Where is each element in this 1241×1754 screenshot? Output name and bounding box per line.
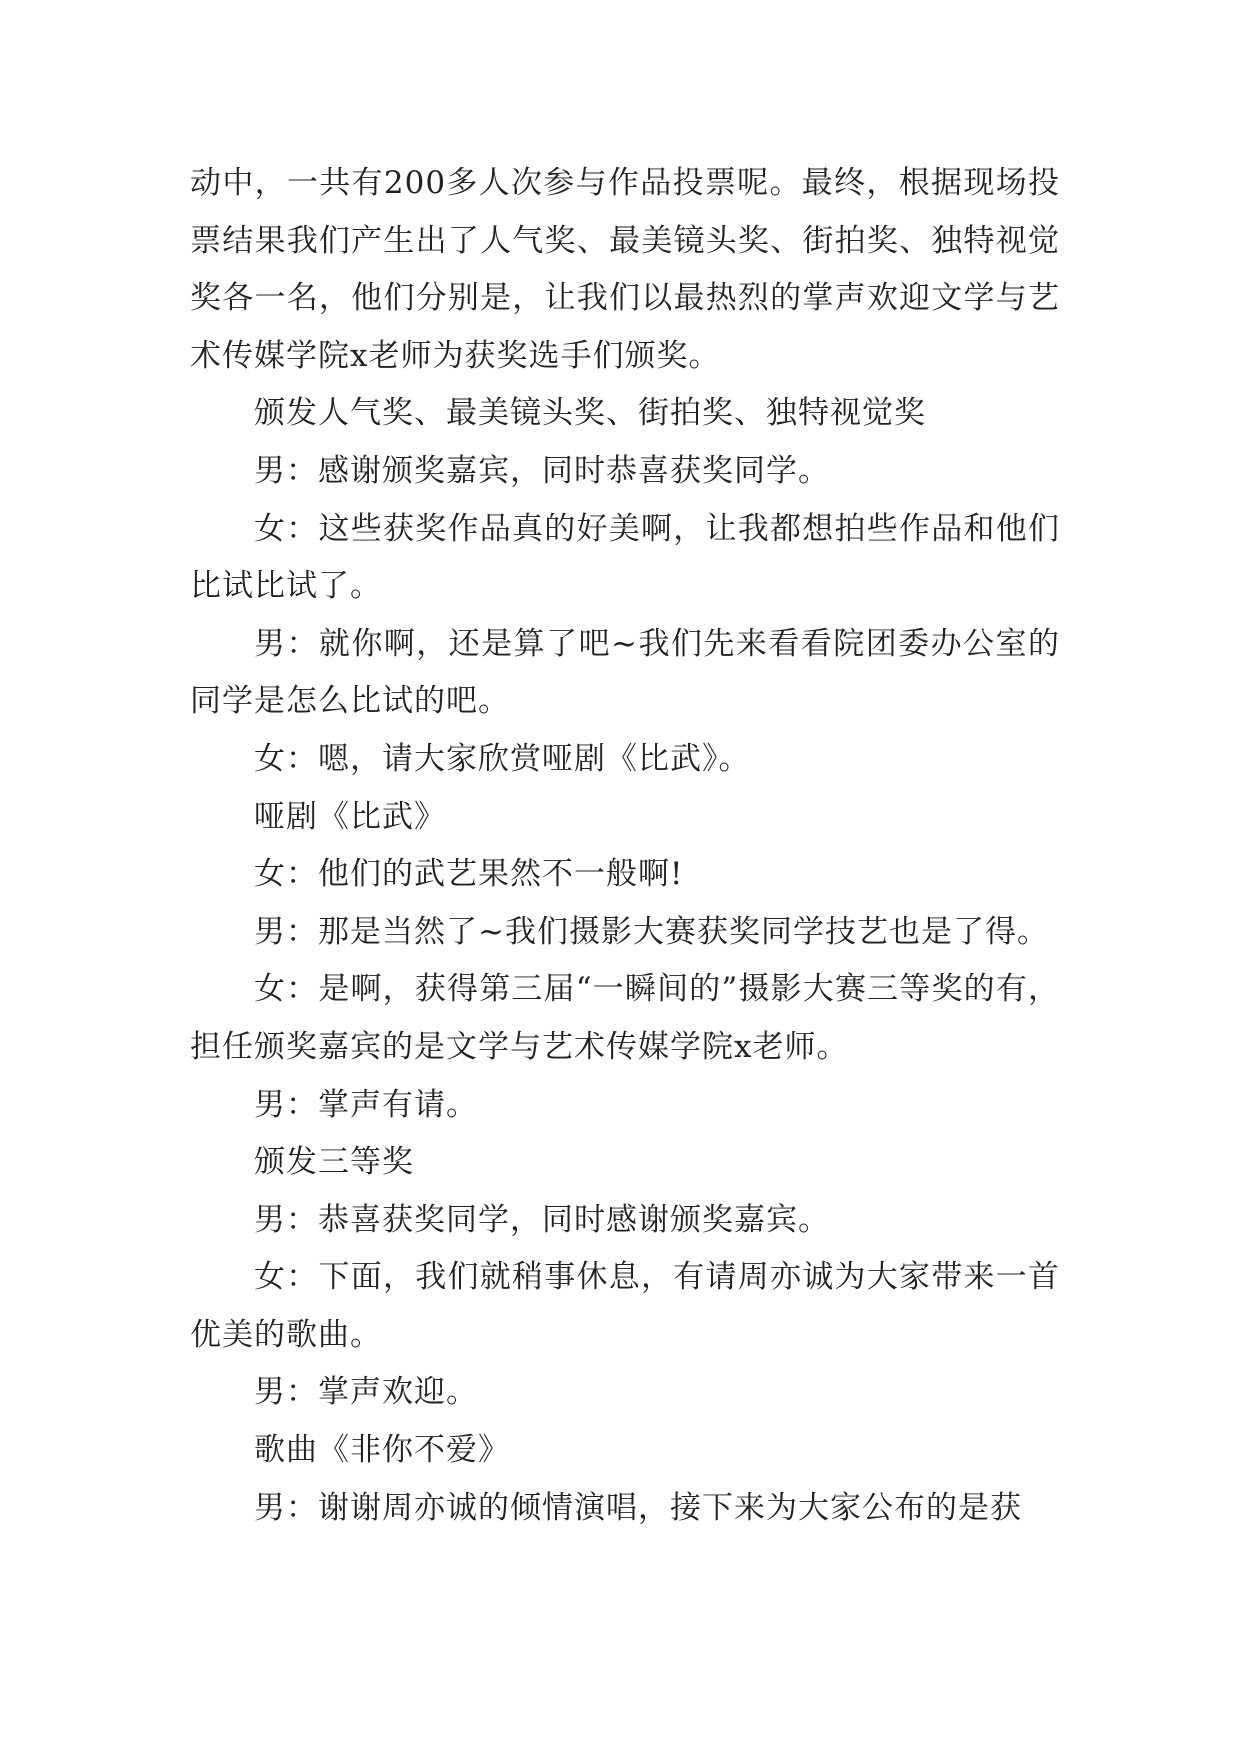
paragraph: 颁发人气奖、最美镜头奖、街拍奖、独特视觉奖 [254,395,926,432]
paragraph: 男：谢谢周亦诚的倾情演唱，接下来为大家公布的是获 [254,1489,1022,1526]
paragraph: 哑剧《比武》 [254,798,446,835]
paragraph: 男：感谢颁奖嘉宾，同时恭喜获奖同学。 [254,452,830,489]
paragraph: 颁发三等奖 [254,1144,414,1181]
paragraph: 男：掌声有请。 [254,1086,478,1123]
paragraph: 男：恭喜获奖同学，同时感谢颁奖嘉宾。 [254,1201,830,1238]
paragraph: 歌曲《非你不爱》 [254,1432,510,1469]
paragraph: 女：是啊，获得第三届“一瞬间的”摄影大赛三等奖的有，担任颁奖嘉宾的是文学与艺术传媒学院x老师。 [190,971,1060,1065]
paragraph: 女：他们的武艺果然不一般啊! [254,856,684,893]
paragraph: 男：就你啊，还是算了吧~我们先来看看院团委办公室的同学是怎么比试的吧。 [190,625,1060,720]
paragraph: 男：掌声欢迎。 [254,1374,478,1411]
paragraph: 女：嗯，请大家欣赏哑剧《比武》。 [254,740,751,777]
paragraph-continued: 动中，一共有200多人次参与作品投票呢。最终，根据现场投票结果我们产生出了人气奖、最美镜头奖、街拍奖、独特视觉奖各一名，他们分别是，让我们以最热烈的掌声欢迎文学与艺术传媒学院x老师为获奖选手们颁奖。 [190,165,1060,374]
paragraph: 女：下面，我们就稍事休息，有请周亦诚为大家带来一首优美的歌曲。 [190,1259,1060,1353]
paragraph: 男：那是当然了~我们摄影大赛获奖同学技艺也是了得。 [254,913,1049,950]
document-body [190,155,1060,1537]
paragraph: 女：这些获奖作品真的好美啊，让我都想拍些作品和他们比试比试了。 [190,510,1060,605]
